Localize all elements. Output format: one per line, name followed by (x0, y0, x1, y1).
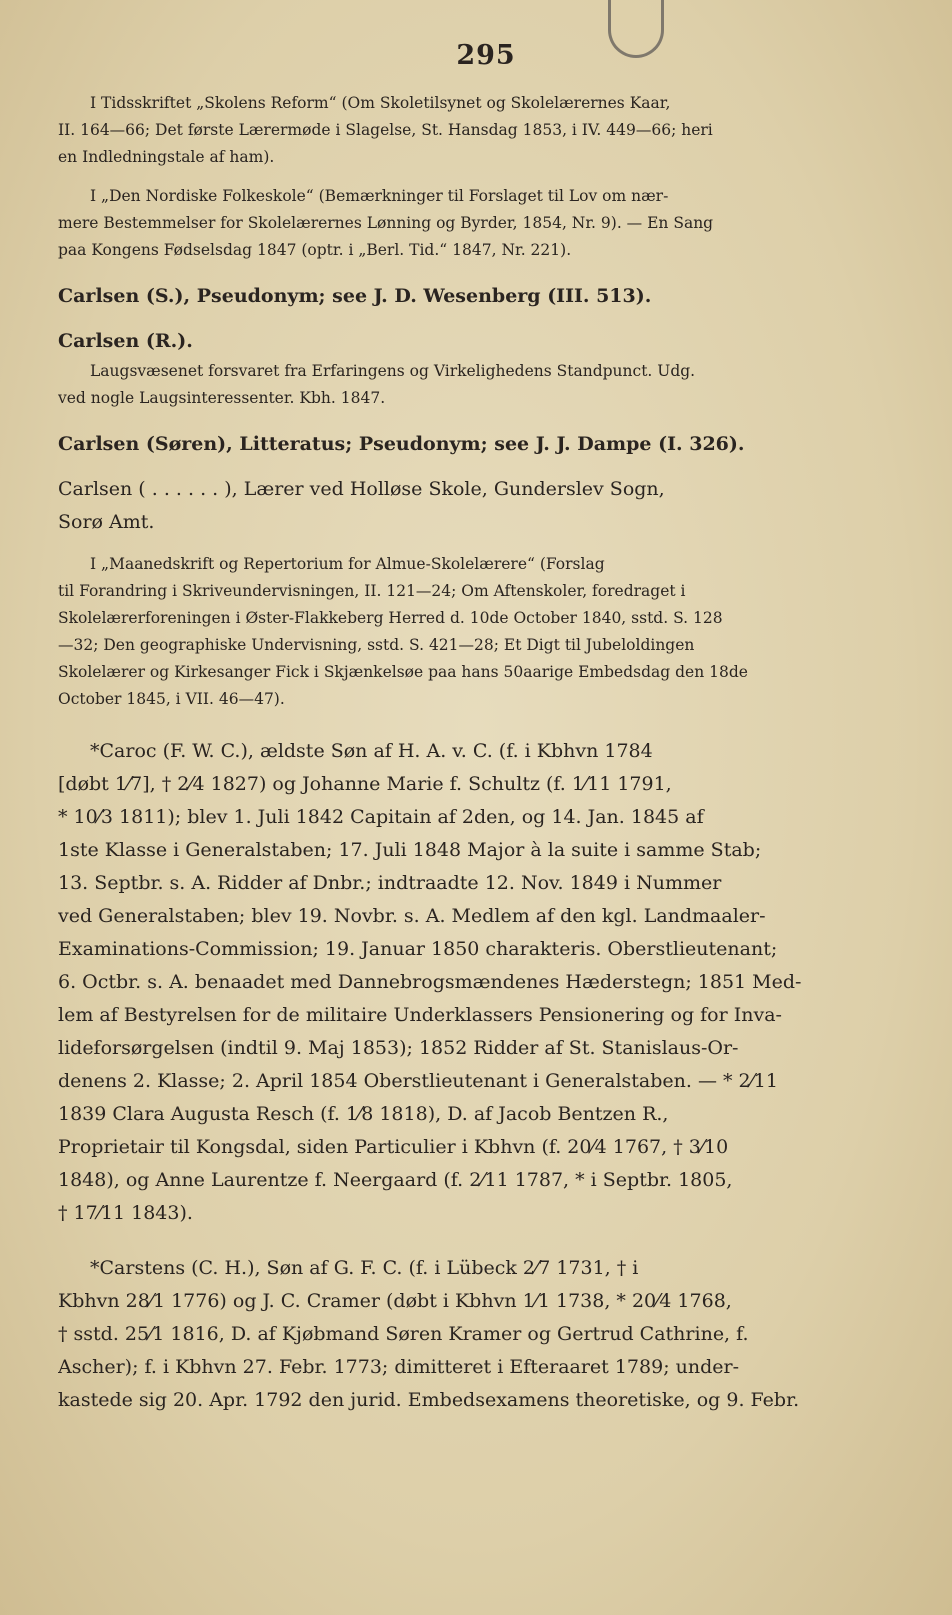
text-line: II. 164—66; Det første Lærermøde i Slagelse, St. Hansdag 1853, i IV. 449—66; heri (58, 121, 713, 139)
entry-skolens-reform (58, 90, 914, 171)
text-line: en Indledningstale af ham). (58, 148, 275, 166)
text-line: lem af Bestyrelsen for de militaire Underklassers Pensionering og for Inva- (58, 1004, 782, 1026)
text-line: † sstd. 25⁄1 1816, D. af Kjøbmand Søren Kramer og Gertrud Cathrine, f. (58, 1323, 749, 1345)
text-line: I „Den Nordiske Folkeskole“ (Bemærkninger til Forslaget til Lov om nær- (90, 187, 669, 205)
text-line: *Carstens (C. H.), Søn af G. F. C. (f. i Lübeck 2⁄7 1731, † i (90, 1257, 639, 1279)
text-line: October 1845, i VII. 46—47). (58, 690, 285, 708)
text-line: † 17⁄11 1843). (58, 1202, 193, 1224)
entry-carlsen-soren (58, 428, 914, 461)
text-line: Ascher); f. i Kbhvn 27. Febr. 1773; dimitteret i Efteraaret 1789; under- (58, 1356, 740, 1378)
text-line: ved Generalstaben; blev 19. Novbr. s. A. Medlem af den kgl. Landmaaler- (58, 905, 766, 927)
text-line: Laugsvæsenet forsvaret fra Erfaringens og Virkelighedens Standpunct. Udg. (90, 362, 696, 380)
entry-heading: Carlsen (R.). (58, 330, 193, 352)
text-line: kastede sig 20. Apr. 1792 den jurid. Embedsexamens theoretiske, og 9. Febr. (58, 1389, 800, 1411)
entry-carlsen-s (58, 280, 914, 313)
text-line: Skolelærerforeningen i Øster-Flakkeberg Herred d. 10de October 1840, sstd. S. 128 (58, 609, 723, 627)
text-line: * 10⁄3 1811); blev 1. Juli 1842 Capitain af 2den, og 14. Jan. 1845 af (58, 806, 704, 828)
text-line: 6. Octbr. s. A. benaadet med Dannebrogsmændenes Hæderstegn; 1851 Med- (58, 971, 802, 993)
paper-clip-mark (608, 0, 664, 58)
text-line: 1839 Clara Augusta Resch (f. 1⁄8 1818), D. af Jacob Bentzen R., (58, 1103, 669, 1125)
text-line: Sorø Amt. (58, 511, 155, 533)
text-line: paa Kongens Fødselsdag 1847 (optr. i „Berl. Tid.“ 1847, Nr. 221). (58, 241, 572, 259)
text-line: —32; Den geographiske Undervisning, sstd. S. 421—28; Et Digt til Jubeloldingen (58, 636, 695, 654)
entry-nordiske-folkeskole (58, 183, 914, 264)
text-line: mere Bestemmelser for Skolelærernes Lønning og Byrder, 1854, Nr. 9). — En Sang (58, 214, 714, 232)
page-number: 295 (456, 40, 516, 71)
text-line: ved nogle Laugsinteressenter. Kbh. 1847. (58, 389, 386, 407)
text-line: Examinations-Commission; 19. Januar 1850 charakteris. Oberstlieutenant; (58, 938, 778, 960)
text-line: 1848), og Anne Laurentze f. Neergaard (f. 2⁄11 1787, * i Septbr. 1805, (58, 1169, 733, 1191)
entry-carlsen-r (58, 325, 914, 358)
text-line: I „Maanedskrift og Repertorium for Almue-Skolelærere“ (Forslag (90, 555, 605, 573)
entry-maanedskrift (58, 551, 914, 713)
text-line: Carlsen ( . . . . . . ), Lærer ved Holløse Skole, Gunderslev Sogn, (58, 478, 665, 500)
text-line: denens 2. Klasse; 2. April 1854 Oberstlieutenant i Generalstaben. — * 2⁄11 (58, 1070, 778, 1092)
text-line: til Forandring i Skriveundervisningen, II. 121—24; Om Aftenskoler, foredraget i (58, 582, 686, 600)
text-line: Kbhvn 28⁄1 1776) og J. C. Cramer (døbt i Kbhvn 1⁄1 1738, * 20⁄4 1768, (58, 1290, 732, 1312)
entry-carstens (58, 1252, 914, 1417)
text-line: I Tidsskriftet „Skolens Reform“ (Om Skoletilsynet og Skolelærernes Kaar, (90, 94, 671, 112)
entry-heading: Carlsen (Søren), Litteratus; Pseudonym; see J. J. Dampe (I. 326). (58, 433, 745, 455)
text-line: Proprietair til Kongsdal, siden Particulier i Kbhvn (f. 20⁄4 1767, † 3⁄10 (58, 1136, 729, 1158)
text-line: 1ste Klasse i Generalstaben; 17. Juli 1848 Major à la suite i samme Stab; (58, 839, 762, 861)
text-line: *Caroc (F. W. C.), ældste Søn af H. A. v. C. (f. i Kbhvn 1784 (90, 740, 653, 762)
text-line: lideforsørgelsen (indtil 9. Maj 1853); 1852 Ridder af St. Stanislaus-Or- (58, 1037, 739, 1059)
entry-carlsen-laerer (58, 473, 914, 539)
entry-caroc (58, 735, 914, 1230)
text-line: 13. Septbr. s. A. Ridder af Dnbr.; indtraadte 12. Nov. 1849 i Nummer (58, 872, 722, 894)
text-line: Skolelærer og Kirkesanger Fick i Skjænkelsøe paa hans 50aarige Embedsdag den 18de (58, 663, 748, 681)
entry-heading: Carlsen (S.), Pseudonym; see J. D. Wesenberg (III. 513). (58, 285, 652, 307)
entry-laugsvaesenet (58, 358, 914, 412)
text-line: [døbt 1⁄7], † 2⁄4 1827) og Johanne Marie f. Schultz (f. 1⁄11 1791, (58, 773, 672, 795)
